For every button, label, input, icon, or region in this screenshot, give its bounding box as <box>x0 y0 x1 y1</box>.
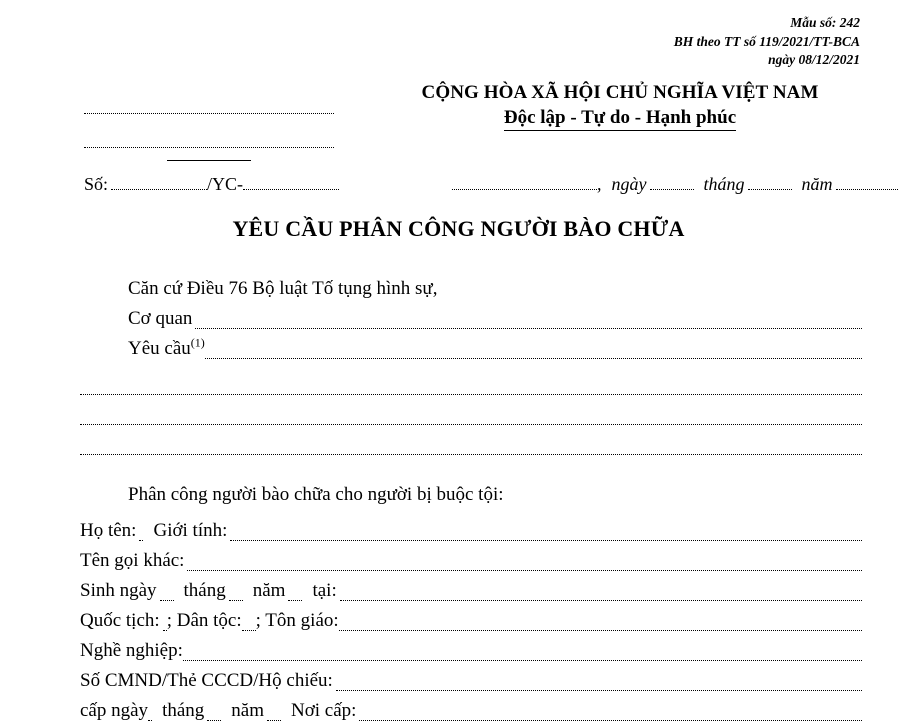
issue-place-input[interactable] <box>359 720 862 721</box>
place-input[interactable] <box>452 189 597 190</box>
request-input[interactable] <box>205 358 862 359</box>
request-label <box>128 334 205 364</box>
full-name-label: Họ tên: <box>80 520 137 541</box>
form-issue-date: ngày 08/12/2021 <box>768 52 860 67</box>
document-number-input[interactable] <box>111 189 207 190</box>
month-input[interactable] <box>748 189 792 190</box>
issue-year-input[interactable] <box>267 720 281 721</box>
issuing-agency-rule <box>167 160 251 161</box>
document-body <box>0 274 917 726</box>
birth-month-input[interactable] <box>229 600 243 601</box>
alias-label: Tên gọi khác: <box>80 550 185 571</box>
request-footnote-marker: (1) <box>190 335 205 350</box>
nationality-label: Quốc tịch: <box>80 610 160 631</box>
birth-place-input[interactable] <box>340 600 862 601</box>
religion-label: ; Tôn giáo: <box>255 610 339 631</box>
full-name-row <box>80 516 862 546</box>
birth-place-label: tại: <box>312 580 337 601</box>
agency-row <box>128 304 862 334</box>
day-label: ngày <box>611 174 647 194</box>
issue-day-label: cấp ngày <box>80 700 149 721</box>
issuing-agency-line-1[interactable] <box>84 96 334 114</box>
issue-place-label: Nơi cấp: <box>291 700 357 721</box>
agency-input[interactable] <box>195 328 862 329</box>
id-number-row <box>80 666 862 696</box>
birth-day-input[interactable] <box>160 600 174 601</box>
form-code-block <box>674 14 860 70</box>
gender-label: Giới tính: <box>153 520 228 541</box>
birth-row <box>80 576 862 606</box>
religion-input[interactable] <box>339 630 862 631</box>
blank-input-3[interactable] <box>80 454 862 455</box>
assignment-statement: Phân công người bào chữa cho người bị buộc tội: <box>128 484 504 505</box>
occupation-row <box>80 636 862 666</box>
blank-input-2[interactable] <box>80 424 862 425</box>
year-input[interactable] <box>836 189 898 190</box>
request-label-text: Yêu cầu <box>128 338 191 359</box>
issuing-agency-line-2[interactable] <box>84 130 334 148</box>
day-input[interactable] <box>650 189 694 190</box>
id-number-label: Số CMND/Thẻ CCCD/Hộ chiếu: <box>80 670 333 691</box>
document-header <box>0 14 917 194</box>
blank-row-2 <box>80 400 862 430</box>
date-comma: , <box>597 174 602 194</box>
form-circular-reference: BH theo TT số 119/2021/TT-BCA <box>673 33 860 49</box>
birth-year-label: năm <box>252 580 286 601</box>
request-row <box>128 334 862 364</box>
alias-input[interactable] <box>187 570 862 571</box>
document-number-label: Số: <box>84 174 109 194</box>
birth-day-label: Sinh ngày <box>80 580 157 601</box>
month-label: tháng <box>703 174 745 194</box>
gender-input[interactable] <box>230 540 862 541</box>
nationality-row <box>80 606 862 636</box>
issue-year-label: năm <box>231 700 264 721</box>
national-header <box>360 82 880 131</box>
national-motto: Độc lập - Tự do - Hạnh phúc <box>504 107 736 131</box>
year-label: năm <box>801 174 833 194</box>
document-number-separator: /YC- <box>207 174 244 194</box>
blank-row-3 <box>80 430 862 460</box>
ethnicity-input[interactable] <box>242 630 256 631</box>
id-number-input[interactable] <box>336 690 862 691</box>
issue-month-label: tháng <box>162 700 205 721</box>
occupation-label: Nghề nghiệp: <box>80 640 183 661</box>
date-line-row <box>452 174 864 195</box>
page-title: YÊU CẦU PHÂN CÔNG NGƯỜI BÀO CHỮA <box>232 216 685 241</box>
alias-row <box>80 546 862 576</box>
birth-year-input[interactable] <box>288 600 302 601</box>
issue-month-input[interactable] <box>207 720 221 721</box>
issuing-agency-block <box>84 96 334 161</box>
form-code: Mẫu số: 242 <box>790 15 860 30</box>
agency-label: Cơ quan <box>128 308 193 329</box>
occupation-input[interactable] <box>183 660 862 661</box>
ethnicity-label: ; Dân tộc: <box>166 610 242 631</box>
document-number-row <box>84 174 334 195</box>
id-issue-row <box>80 696 862 726</box>
blank-row-1 <box>80 370 862 400</box>
birth-month-label: tháng <box>183 580 226 601</box>
blank-input-1[interactable] <box>80 394 862 395</box>
document-number-suffix-input[interactable] <box>243 189 339 190</box>
country-name: CỘNG HÒA XÃ HỘI CHỦ NGHĨA VIỆT NAM <box>421 82 819 103</box>
legal-basis-line: Căn cứ Điều 76 Bộ luật Tố tụng hình sự, <box>128 278 438 299</box>
